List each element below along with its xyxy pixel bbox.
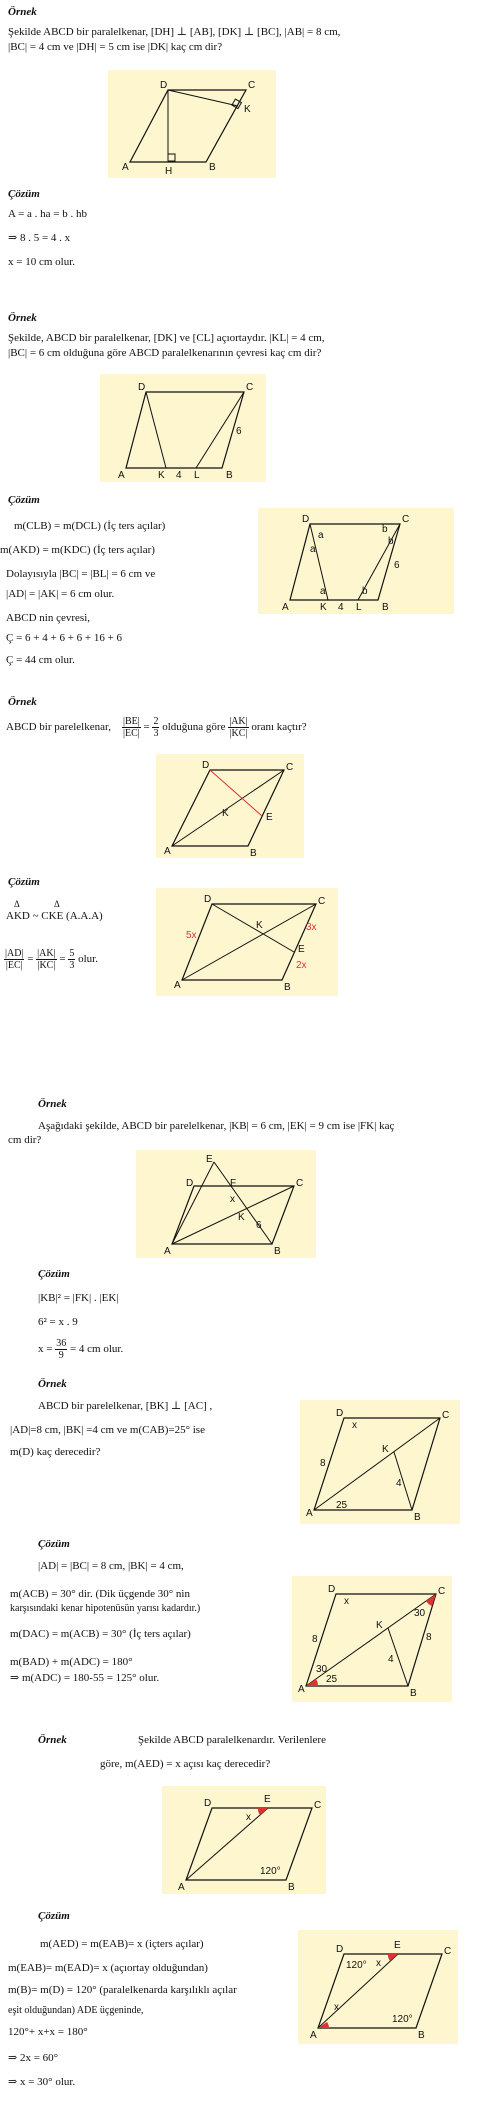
svg-text:D: D [202,760,210,771]
svg-text:x: x [352,1420,357,1431]
svg-text:C: C [444,1946,452,1957]
parallelogram-figure [292,1576,452,1702]
svg-text:4: 4 [338,602,344,613]
svg-text:x: x [334,2002,339,2013]
svg-text:B: B [284,982,291,993]
svg-text:K: K [382,1444,389,1455]
svg-text:30: 30 [414,1608,426,1619]
svg-text:E: E [298,944,305,955]
solution-line: m(CLB) = m(DCL) (İç ters açılar) [14,520,166,532]
svg-text:5x: 5x [186,930,197,941]
svg-text:A: A [118,470,125,481]
svg-text:x: x [344,1596,349,1607]
solution-heading: Çözüm [38,1268,70,1280]
point-label: K [244,104,251,115]
solution-line: ⇒ x = 30° olur. [8,2076,76,2088]
solution-line: x = 10 cm olur. [8,256,76,268]
svg-text:B: B [414,1512,421,1523]
svg-text:B: B [410,1688,417,1699]
svg-text:K: K [238,1212,245,1223]
solution-line: x = $\frac{36}{9}$ = 4 cm olur. [38,1337,124,1361]
question-line: Şekilde ABCD bir paralelkenar, [DH] ⊥ [AB], [DK] ⊥ [BC], |AB| = 8 cm, [8,26,341,38]
solution-line: A = a . ha = b . hb [8,208,88,220]
solution-line: m(AED) = m(EAB)= x (içters açılar) [40,1938,204,1950]
parallelogram-figure [300,1400,460,1524]
svg-text:B: B [274,1246,281,1257]
svg-text:E: E [266,812,273,823]
svg-text:A: A [174,980,181,991]
svg-text:E: E [394,1940,401,1951]
point-label: H [165,166,173,177]
solution-heading: Çözüm [8,876,40,888]
svg-text:b: b [382,524,388,535]
solution-line: ⇒ 2x = 60° [8,2052,59,2064]
svg-text:b: b [388,536,394,547]
vertex-label: B [209,162,216,173]
svg-text:x: x [376,1958,381,1969]
svg-text:D: D [302,514,310,525]
parallelogram-figure [136,1150,316,1258]
svg-text:C: C [442,1410,450,1421]
solution-line: |AD| = |BC| = 8 cm, |BK| = 4 cm, [38,1560,184,1572]
svg-text:D: D [336,1944,344,1955]
question-line: ABCD bir parelelkenar, $\frac{|BE|}{|EC|}$ = $\frac{2}{3}$ olduğuna göre $\frac{|AK|}{|KC|}$ oranı kaçtır? [6,715,307,739]
solution-line: |KB|² = |FK| . |EK| [38,1292,119,1304]
solution-line: ⇒ m(ADC) = 180-55 = 125° olur. [10,1672,160,1684]
question-line: m(D) kaç derecedir? [10,1446,101,1458]
svg-text:A: A [178,1882,185,1893]
svg-text:B: B [418,2030,425,2041]
svg-text:K: K [222,808,229,819]
parallelogram-figure [162,1786,326,1894]
svg-text:8: 8 [426,1632,432,1643]
svg-text:25: 25 [336,1500,348,1511]
example-heading: Örnek [8,312,37,324]
svg-text:L: L [356,602,362,613]
example-heading: Örnek [38,1734,67,1746]
svg-text:6: 6 [256,1220,262,1231]
svg-text:C: C [286,762,294,773]
solution-line: karşısındaki kenar hipotenüsün yarısı kadardır.) [10,1603,201,1614]
solution-line: m(DAC) = m(ACB) = 30° (İç ters açılar) [10,1628,191,1640]
svg-text:A: A [164,846,171,857]
svg-text:L: L [194,470,200,481]
solution-line: |AD| = |AK| = 6 cm olur. [6,588,115,600]
solution-line: m(B)= m(D) = 120° (paralelkenarda karşılıklı açılar [8,1984,237,1996]
solution-line: AKD ~ CKE (A.A.A) [6,910,103,922]
svg-text:D: D [204,1798,212,1809]
parallelogram-figure [100,374,266,482]
question-line: Şekilde, ABCD bir paralelkenar, [DK] ve [CL] açıortaydır. |KL| = 4 cm, [8,332,325,344]
svg-text:4: 4 [176,470,182,481]
svg-text:C: C [402,514,410,525]
svg-text:120°: 120° [392,2014,413,2025]
question-line: |AD|=8 cm, |BK| =4 cm ve m(CAB)=25° ise [10,1424,205,1436]
svg-text:8: 8 [320,1458,326,1469]
svg-text:30: 30 [316,1664,328,1675]
example-heading: Örnek [8,6,37,18]
svg-text:A: A [164,1246,171,1257]
solution-line: $\frac{|AD|}{|EC|}$ = $\frac{|AK|}{|KC|}$ = $\frac{5}{3}$ olur. [5,947,98,971]
solution-line: 120°+ x+x = 180° [8,2026,88,2038]
svg-text:K: K [320,602,327,613]
solution-line: 6² = x . 9 [38,1316,78,1328]
svg-text:x: x [230,1194,235,1205]
svg-text:D: D [336,1408,344,1419]
svg-text:K: K [376,1620,383,1631]
svg-text:B: B [226,470,233,481]
solution-line: m(ACB) = 30° dir. (Dik üçgende 30° nin [10,1588,190,1600]
svg-text:C: C [438,1586,446,1597]
solution-line: m(EAB)= m(EAD)= x (açıortay olduğundan) [8,1962,208,1974]
solution-line: Ç = 44 cm olur. [6,654,75,666]
parallelogram-figure [108,70,276,178]
parallelogram-figure [156,888,338,996]
solution-line: Ç = 6 + 4 + 6 + 6 + 16 + 6 [6,632,123,644]
solution-heading: Çözüm [8,188,40,200]
svg-text:K: K [256,920,263,931]
svg-text:A: A [282,602,289,613]
svg-text:B: B [288,1882,295,1893]
svg-text:120°: 120° [260,1866,281,1877]
svg-text:A: A [298,1684,305,1695]
solution-line: m(BAD) + m(ADC) = 180° [10,1656,133,1668]
svg-text:a: a [310,544,316,555]
svg-text:D: D [186,1178,194,1189]
question-line: Şekilde ABCD paralelkenardır. Verilenlere [138,1734,326,1746]
question-line: cm dir? [8,1134,42,1146]
triangle-symbol: Δ [14,899,20,909]
solution-line: Dolayısıyla |BC| = |BL| = 6 cm ve [6,568,156,580]
question-line: |BC| = 4 cm ve |DH| = 5 cm ise |DK| kaç cm dir? [8,41,223,53]
svg-text:C: C [318,896,326,907]
svg-text:a: a [318,530,324,541]
question-line: göre, m(AED) = x açısı kaç derecedir? [100,1758,271,1770]
example-heading: Örnek [8,696,37,708]
svg-text:x: x [246,1812,251,1823]
svg-text:4: 4 [388,1654,394,1665]
svg-text:E: E [264,1794,271,1805]
svg-text:D: D [204,894,212,905]
parallelogram-figure [156,754,304,858]
example-heading: Örnek [38,1098,67,1110]
svg-text:120°: 120° [346,1960,367,1971]
parallelogram-figure [258,508,454,614]
triangle-symbol: Δ [54,899,60,909]
vertex-label: C [248,80,256,91]
svg-text:b: b [362,586,368,597]
vertex-label: D [160,80,168,91]
svg-text:F: F [230,1178,237,1189]
solution-heading: Çözüm [38,1910,70,1922]
svg-text:25: 25 [326,1674,338,1685]
svg-text:K: K [158,470,165,481]
svg-text:D: D [138,382,146,393]
svg-text:C: C [296,1178,304,1189]
example-heading: Örnek [38,1378,67,1390]
question-line: |BC| = 6 cm olduğuna göre ABCD paralelkenarının çevresi kaç cm dir? [8,347,322,359]
svg-text:B: B [382,602,389,613]
svg-text:6: 6 [394,560,400,571]
svg-text:3x: 3x [306,922,317,933]
solution-line: ⇒ 8 . 5 = 4 . x [8,232,71,244]
solution-line: m(AKD) = m(KDC) (İç ters açılar) [0,544,155,556]
svg-text:8: 8 [312,1634,318,1645]
question-line: Aşağıdaki şekilde, ABCD bir parelelkenar, |KB| = 6 cm, |EK| = 9 cm ise |FK| kaç [38,1120,395,1132]
svg-text:C: C [246,382,254,393]
vertex-label: A [122,162,129,173]
svg-text:E: E [206,1154,213,1165]
solution-heading: Çözüm [8,494,40,506]
solution-line: ABCD nin çevresi, [6,612,91,624]
svg-text:2x: 2x [296,960,307,971]
svg-text:C: C [314,1800,322,1811]
svg-text:D: D [328,1584,336,1595]
svg-text:A: A [310,2030,317,2041]
solution-line: eşit olduğundan) ADE üçgeninde, [8,2005,144,2016]
svg-text:A: A [306,1508,313,1519]
svg-text:a: a [320,586,326,597]
svg-text:6: 6 [236,426,242,437]
parallelogram-figure [298,1930,458,2044]
svg-text:B: B [250,848,257,858]
question-line: ABCD bir parelelkenar, [BK] ⊥ [AC] , [38,1400,213,1412]
solution-heading: Çözüm [38,1538,70,1550]
svg-text:4: 4 [396,1478,402,1489]
